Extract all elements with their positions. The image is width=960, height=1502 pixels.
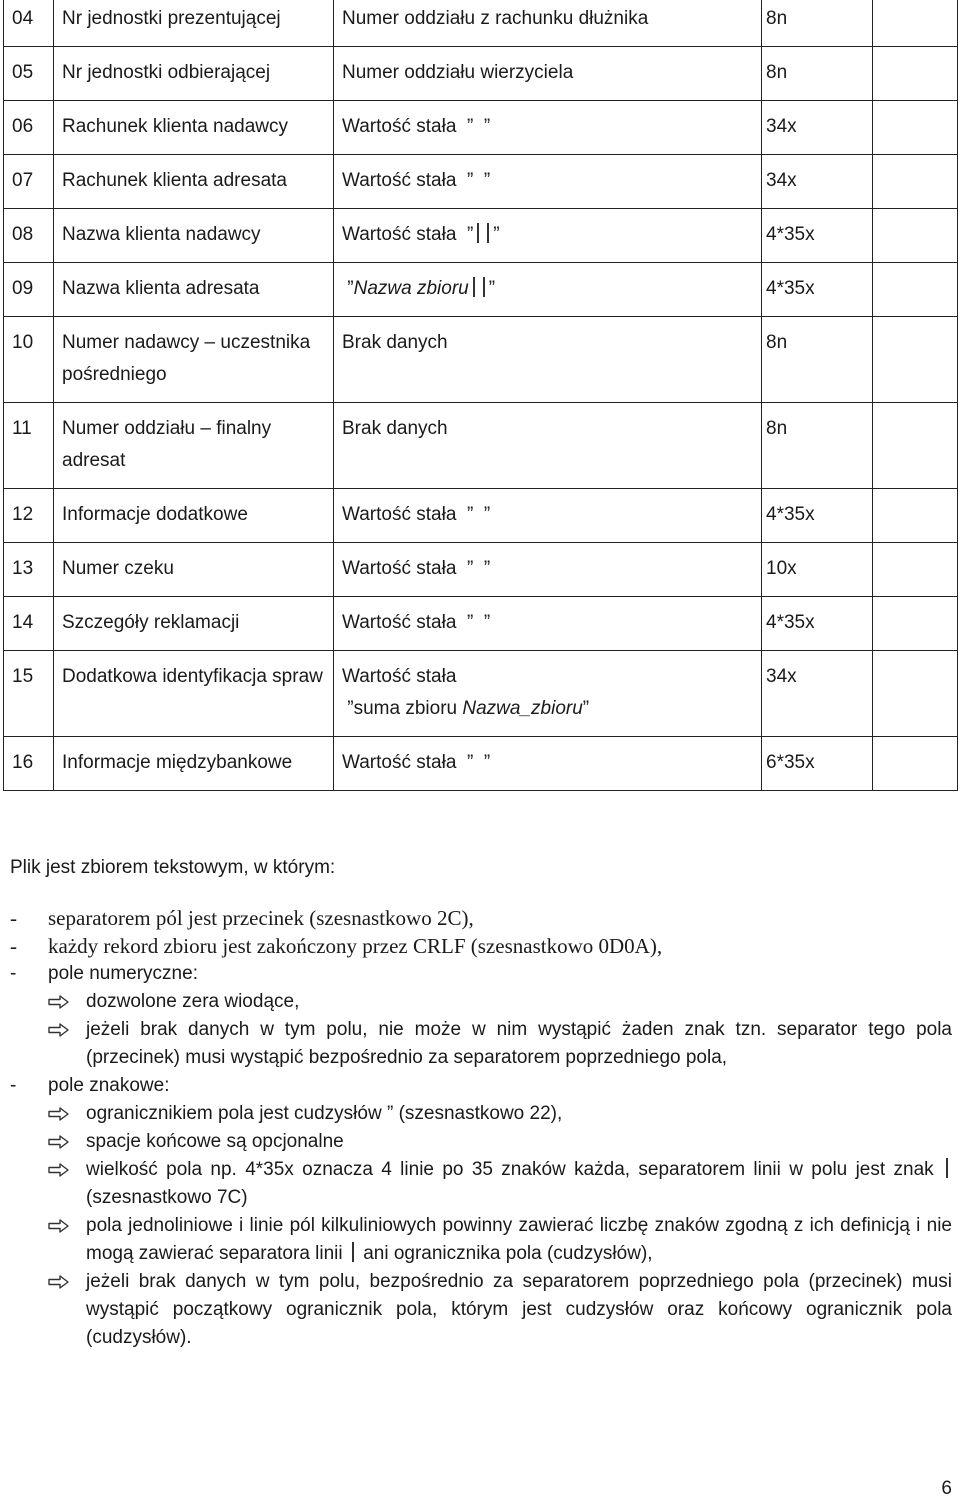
field-name: Nazwa klienta nadawcy	[62, 224, 261, 245]
table-row	[4, 403, 958, 489]
table-row	[4, 543, 958, 597]
field-name: Informacje dodatkowe	[62, 504, 248, 525]
field-format: 8n	[766, 418, 788, 439]
field-format: 8n	[766, 8, 788, 29]
field-format: 4*35x	[766, 224, 815, 245]
field-name: Rachunek klienta nadawcy	[62, 116, 289, 137]
field-number: 09	[12, 278, 34, 299]
field-name: Rachunek klienta adresata	[62, 170, 287, 191]
sub-list-item: jeżeli brak danych w tym polu, bezpośrednio za separatorem poprzedniego pola (przecinek) musi wystąpić początkowy ogranicznik pola, którym jest cudzysłów oraz końcowy ogranicznik pola (cudzysłów).	[10, 1268, 952, 1352]
field-format: 4*35x	[766, 278, 815, 299]
field-number: 08	[12, 224, 34, 245]
empty-cell	[873, 209, 958, 263]
field-number: 04	[12, 8, 34, 29]
list-item	[10, 932, 952, 960]
sub-list-item: spacje końcowe są opcjonalne	[10, 1128, 952, 1156]
empty-cell	[873, 403, 958, 489]
table-row	[4, 489, 958, 543]
field-value: Wartość stała ” ”	[342, 558, 491, 579]
line-separator-glyph	[473, 277, 475, 297]
empty-cell	[873, 155, 958, 209]
field-name: Informacje międzybankowe	[62, 752, 293, 773]
field-format: 34x	[766, 666, 797, 687]
line-separator-glyph	[483, 277, 485, 297]
field-name: Nr jednostki prezentującej	[62, 8, 281, 29]
arrow-right-icon	[48, 1156, 86, 1212]
list-item-text: separatorem pól jest przecinek (szesnastkowo 2C),	[48, 906, 474, 930]
field-format: 34x	[766, 116, 797, 137]
field-number: 05	[12, 62, 34, 83]
sub-list-item: dozwolone zera wiodące,	[10, 988, 952, 1016]
arrow-right-icon	[48, 1212, 86, 1268]
sub-list-item: wielkość pola np. 4*35x oznacza 4 linie po 35 znaków każda, separatorem linii w polu jest znak (szesnastkowo 7C)	[10, 1156, 952, 1212]
field-value: Wartość stała ” ”	[342, 752, 491, 773]
field-number: 12	[12, 504, 34, 525]
empty-cell	[873, 101, 958, 155]
field-value: Brak danych	[342, 332, 448, 353]
field-value: Wartość stała ” ”	[342, 116, 491, 137]
list-item	[10, 904, 952, 932]
table-row	[4, 0, 958, 47]
field-value: Brak danych	[342, 418, 448, 439]
dash-bullet: -	[10, 934, 17, 958]
field-format: 4*35x	[766, 612, 815, 633]
list-item-text: pole znakowe:	[48, 1075, 170, 1096]
field-name: Nr jednostki odbierającej	[62, 62, 271, 83]
table-row	[4, 155, 958, 209]
format-notes	[10, 854, 952, 1352]
sub-list-item: jeżeli brak danych w tym polu, nie może w nim wystąpić żaden znak tzn. separator tego pola (przecinek) musi wystąpić bezpośrednio za separatorem poprzedniego pola,	[10, 1016, 952, 1072]
list-item-text: każdy rekord zbioru jest zakończony przez CRLF (szesnastkowo 0D0A),	[48, 934, 663, 958]
empty-cell	[873, 737, 958, 791]
field-number: 11	[12, 418, 32, 439]
dash-bullet: -	[10, 1075, 17, 1096]
field-format: 34x	[766, 170, 797, 191]
list-item	[10, 1072, 952, 1100]
field-name: Dodatkowa identyfikacja spraw	[62, 666, 323, 687]
field-value: Wartość stała ” ”	[342, 170, 491, 191]
field-format: 6*35x	[766, 752, 815, 773]
table-row	[4, 47, 958, 101]
field-value: Numer oddziału wierzyciela	[342, 62, 574, 83]
sub-list-item: pola jednoliniowe i linie pól kilkuliniowych powinny zawierać liczbę znaków zgodną z ich definicją i nie mogą zawierać separatora linii ani ogranicznika pola (cudzysłów),	[10, 1212, 952, 1268]
line-separator-glyph	[487, 223, 489, 243]
table-row	[4, 737, 958, 791]
list-item	[10, 960, 952, 988]
field-name: Szczegóły reklamacji	[62, 612, 240, 633]
field-value: Numer oddziału z rachunku dłużnika	[342, 8, 649, 29]
field-number: 10	[12, 332, 34, 353]
empty-cell	[873, 543, 958, 597]
field-name: Numer oddziału – finalny adresat	[62, 418, 277, 471]
field-spec-table	[3, 0, 958, 791]
field-value: Wartość stała ”suma zbioru Nazwa_zbioru”	[342, 666, 590, 719]
table-row	[4, 263, 958, 317]
table-row	[4, 651, 958, 737]
dash-bullet: -	[10, 963, 17, 984]
field-name: Nazwa klienta adresata	[62, 278, 260, 299]
empty-cell	[873, 263, 958, 317]
empty-cell	[873, 47, 958, 101]
table-row	[4, 209, 958, 263]
table-row	[4, 317, 958, 403]
line-separator-glyph	[477, 223, 479, 243]
field-number: 15	[12, 666, 34, 687]
table-row	[4, 597, 958, 651]
arrow-right-icon	[48, 1128, 86, 1156]
field-value: Wartość stała ” ”	[342, 504, 491, 525]
field-name: Numer czeku	[62, 558, 174, 579]
field-number: 14	[12, 612, 34, 633]
line-separator-glyph	[946, 1158, 948, 1178]
field-value: Wartość stała ” ”	[342, 612, 491, 633]
arrow-right-icon	[48, 988, 86, 1016]
field-number: 06	[12, 116, 34, 137]
arrow-right-icon	[48, 1100, 86, 1128]
dash-bullet: -	[10, 906, 17, 930]
empty-cell	[873, 651, 958, 737]
empty-cell	[873, 489, 958, 543]
notes-intro: Plik jest zbiorem tekstowym, w którym:	[10, 857, 336, 878]
field-format: 10x	[766, 558, 797, 579]
field-name: Numer nadawcy – uczestnika pośredniego	[62, 332, 316, 385]
arrow-right-icon	[48, 1016, 86, 1072]
table-row	[4, 101, 958, 155]
page-number: 6	[941, 1478, 952, 1499]
field-format: 4*35x	[766, 504, 815, 525]
field-value: Wartość stała ” ”	[342, 224, 500, 245]
field-number: 07	[12, 170, 34, 191]
empty-cell	[873, 0, 958, 47]
line-separator-glyph	[352, 1242, 354, 1262]
empty-cell	[873, 597, 958, 651]
field-value: ”Nazwa zbioru ”	[342, 278, 496, 299]
arrow-right-icon	[48, 1268, 86, 1352]
list-item-text: pole numeryczne:	[48, 963, 198, 984]
empty-cell	[873, 317, 958, 403]
field-number: 13	[12, 558, 34, 579]
sub-list-item: ogranicznikiem pola jest cudzysłów ” (szesnastkowo 22),	[10, 1100, 952, 1128]
field-format: 8n	[766, 332, 788, 353]
field-number: 16	[12, 752, 34, 773]
field-format: 8n	[766, 62, 788, 83]
